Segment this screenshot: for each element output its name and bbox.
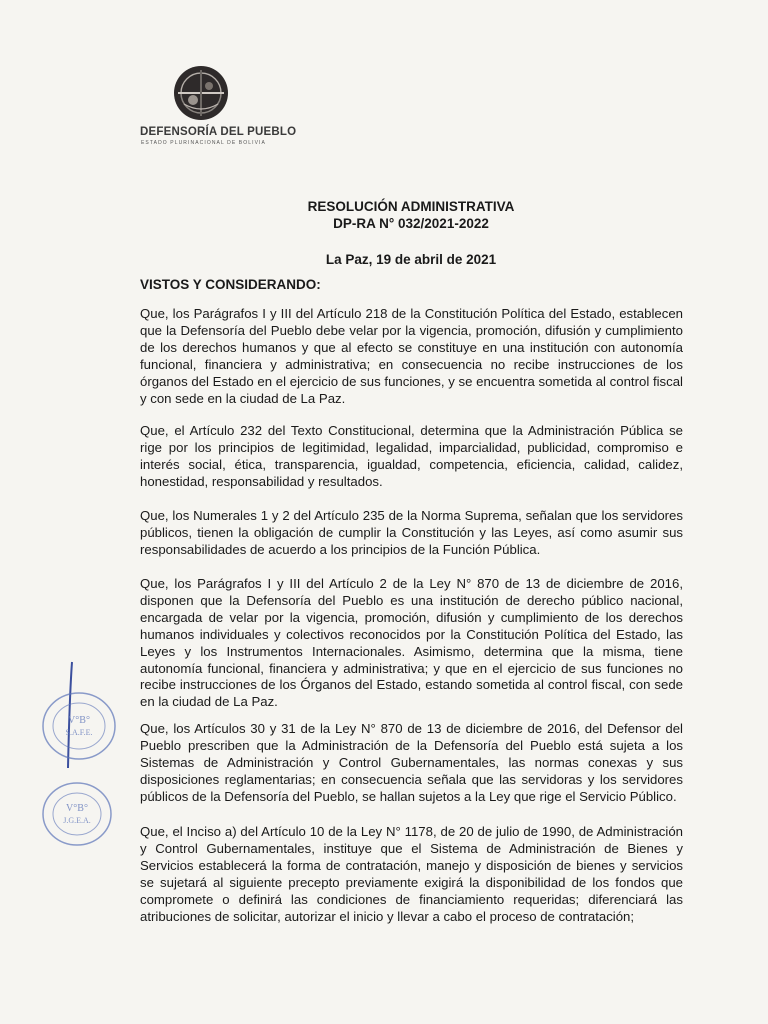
document-number: DP-RA N° 032/2021-2022 bbox=[333, 216, 489, 231]
paragraph: Que, los Parágrafos I y III del Artículo 2 de la Ley N° 870 de 13 de diciembre de 2016, disponen que la Defensoría del Pueblo es una institución de derecho público nacional, encargada de velar por la vigencia, promoción, difusión y cumplimiento de los derechos humanos individuales y colectivos reconocidos por la Constitución Política del Estado, las Leyes y los Instrumentos Internacionales. Asimismo, determina que la misma, tiene autonomía funcional, financiera y administrativa; y que en el ejercicio de sus funciones no recibe instrucciones de los Órganos del Estado, estando sometida al control fiscal, con sede en la ciudad de La Paz. bbox=[140, 576, 683, 710]
svg-text:V°B°: V°B° bbox=[66, 803, 88, 814]
approval-stamp bbox=[40, 690, 118, 762]
org-subtitle: ESTADO PLURINACIONAL DE BOLIVIA bbox=[141, 140, 266, 146]
paragraph: Que, los Artículos 30 y 31 de la Ley N° 870 de 13 de diciembre de 2016, del Defensor del Pueblo prescriben que la Administración de la Defensoría del Pueblo está sujeta a los Sistemas de Administración y Control Gubernamentales, las normas conexas y sus disposiciones reglamentarias; en consecuencia señala que las servidoras y los servidores públicos de la Defensoría del Pueblo, se hallan sujetos a la Ley que rige el Servicio Público. bbox=[140, 721, 683, 804]
svg-text:J.G.E.A.: J.G.E.A. bbox=[63, 816, 91, 825]
paragraph: Que, los Numerales 1 y 2 del Artículo 235 de la Norma Suprema, señalan que los servidores públicos, tienen la obligación de cumplir la Constitución y las Leyes, así como asumir sus responsabilidades de acuerdo a los principios de la Función Pública. bbox=[140, 508, 683, 557]
paragraph: Que, los Parágrafos I y III del Artículo 218 de la Constitución Política del Estado, establecen que la Defensoría del Pueblo debe velar por la vigencia, promoción, difusión y cumplimiento de los derechos humanos y que al efecto se constituye en una institución con autonomía funcional, financiera y administrativa; en consecuencia no recibe instrucciones de los órganos del Estado en el ejercicio de sus funciones, y se encuentra sometida al control fiscal y con sede en la ciudad de La Paz. bbox=[140, 306, 683, 406]
svg-text:V°B°: V°B° bbox=[68, 715, 90, 726]
paragraph: Que, el Artículo 232 del Texto Constitucional, determina que la Administración Pública se rige por los principios de legitimidad, legalidad, imparcialidad, publicidad, compromiso e interés social, ética, transparencia, igualdad, competencia, eficiencia, calidad, calidez, honestidad, responsabilidad y resultados. bbox=[140, 423, 683, 489]
svg-text:S.A.F.E.: S.A.F.E. bbox=[65, 728, 93, 737]
document-title: RESOLUCIÓN ADMINISTRATIVA bbox=[307, 199, 515, 214]
document-date: La Paz, 19 de abril de 2021 bbox=[325, 252, 497, 267]
section-heading: VISTOS Y CONSIDERANDO: bbox=[140, 277, 321, 292]
org-name: DEFENSORÍA DEL PUEBLO bbox=[140, 126, 297, 138]
emblem-icon bbox=[172, 64, 230, 122]
paragraph: Que, el Inciso a) del Artículo 10 de la Ley N° 1178, de 20 de julio de 1990, de Administración y Control Gubernamentales, instituye que el Sistema de Administración de Bienes y Servicios establecerá la forma de contratación, manejo y disposición de bienes y servicios se sujetará al siguiente precepto previamente exigirá la disponibilidad de los fondos que compromete o definirá las condiciones de financiamiento requeridas; diferenciará las atribuciones de solicitar, autorizar el inicio y llevar a cabo el proceso de contratación; bbox=[140, 824, 683, 924]
approval-stamp bbox=[40, 780, 114, 848]
